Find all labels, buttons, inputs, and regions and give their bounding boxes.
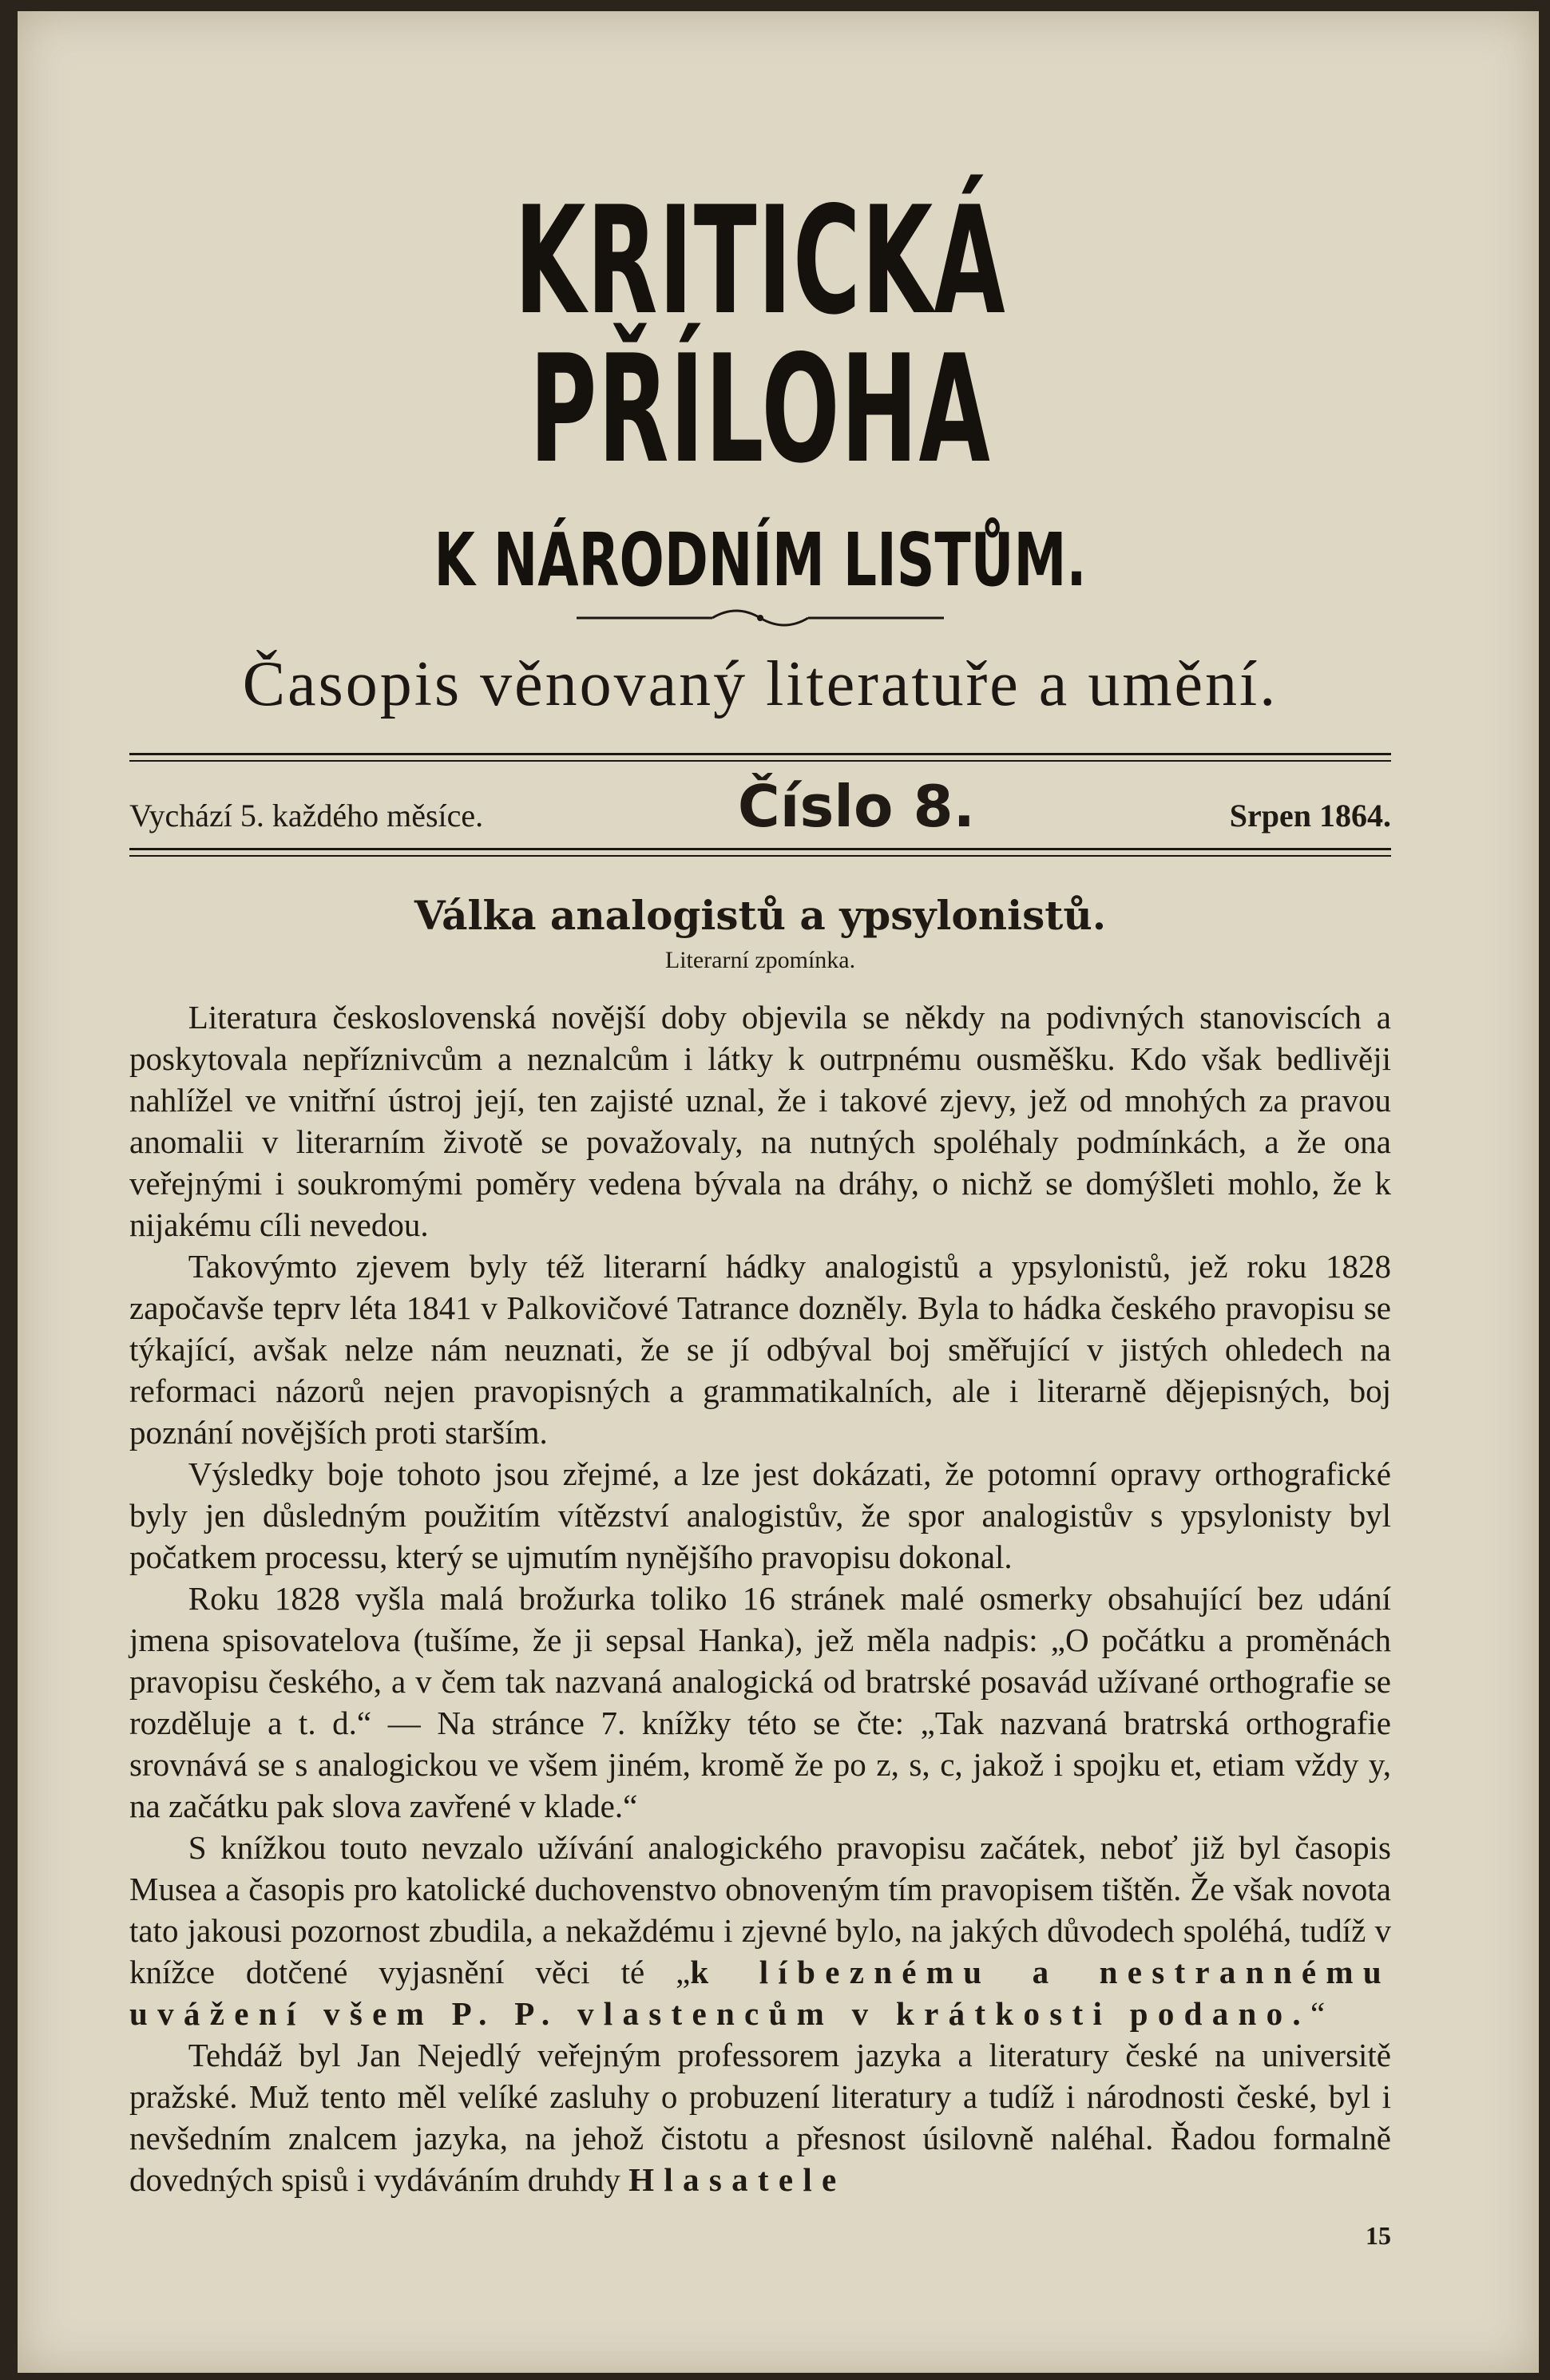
issue-info-bar (129, 762, 1391, 848)
issue-frequency: Vychází 5. každého měsíce. (129, 798, 484, 834)
masthead-subtitle: K NÁRODNÍM LISTŮM. (434, 517, 1087, 603)
article-paragraph: Výsledky boje tohoto jsou zřejmé, a lze jest dokázati, že potomní opravy orthografické byly jen důsledným použitím vítězství analogistův, že spor analogistův s ypsylonisty byl počatkem processu, který se ujmutím nynějšího pravopisu dokonal. (129, 1455, 1391, 1575)
issue-number: Číslo 8. (737, 773, 975, 840)
newspaper-page (18, 11, 1539, 2373)
divider (129, 848, 1391, 850)
page-content (129, 174, 1391, 2251)
article-subtitle: Literarní zpomínka. (664, 947, 856, 973)
paragraph-text: Tehdáž byl Jan Nejedlý veřejným professorem jazyka a literatury české na universitě pražské. Muž tento měl velíké zasluhy o probuzení literatury a tudíž i národnosti české, byl i nevšedním znalcem jazyka, na jehož čistotu a přesnost úsilovně naléhal. Řadou formalně dovedných spisů i vydáváním druhdy (129, 2037, 1391, 2198)
article-paragraph (129, 1827, 1391, 2034)
article-paragraph (129, 2034, 1391, 2200)
article-paragraph: Literatura československá novější doby objevila se někdy na podivných stanoviscích a poskytovala nepříznivcům a neznalcům i látky k outrpnému ousměšku. Kdo však bedlivěji nahlížel ve vnitřní ústroj její, ten zajisté uznal, že i takové zjevy, jež od mnohých za pravou anomalii v literarním životě se považovaly, na nutných spoléhaly podmínkách, a že ona veřejnými i soukromými poměry vedena bývala na dráhy, o nichž se domýšleti mohlo, že k nijakému cíli nevedou. (129, 999, 1391, 1243)
divider (129, 855, 1391, 857)
masthead-tagline: Časopis věnovaný literatuře a umění. (242, 649, 1278, 719)
divider (129, 753, 1391, 755)
article-paragraph: Roku 1828 vyšla malá brožurka toliko 16 stránek malé osmerky obsahující bez udání jmena spisovatelova (tušíme, že ji sepsal Hanka), jež měla nadpis: „O počátku a proměnách pravopisu českého, a v čem tak nazvaná analogická od bratrské posavád užívané orthografie se rozděluje a t. d.“ — Na stránce 7. knížky této se čte: „Tak nazvaná bratrská orthografie srovnává se s analogickou ve všem jiném, kromě že po z, s, c, jakož i spojku et, etiam vždy y, na začátku pak slova zavřené v klade.“ (129, 1580, 1391, 1824)
paragraph-text: S knížkou touto nevzalo užívání analogického pravopisu začátek, neboť již byl časopis Musea a časopis pro katolické duchovenstvo obnoveným tím pravopisem tištěn. Že však novota tato jakousi pozornost zbudila, a nekaždému i zjevné bylo, na jakých důvodech spoléhá, tudíž v knížce dotčené vyjasnění věci té „ (129, 1829, 1391, 1990)
spaced-emphasis: k líbeznému a nestrannému uvážení všem P. P. vlastencům v krátkosti podano. (129, 1954, 1391, 2032)
ornament-flourish-icon (577, 608, 944, 628)
masthead-title: KRITICKÁ PŘÍLOHA (514, 174, 1006, 496)
issue-date: Srpen 1864. (1229, 798, 1391, 834)
article-paragraph: Takovýmto zjevem byly též literarní hádky analogistů a ypsylonistů, jež roku 1828 započavše teprv léta 1841 v Palkovičové Tatrance dozněly. Byla to hádka českého pravopisu se týkající, avšak nelze nám neuznati, že se jí odbýval boj směřující v jistých ohledech na reformaci názorů nejen pravopisných a grammatikalních, ale i literarně dějepisných, boj poznání novějších proti starším. (129, 1248, 1391, 1451)
article-title: Válka analogistů a ypsylonistů. (414, 892, 1107, 939)
spaced-emphasis: Hlasatele (628, 2161, 846, 2198)
paragraph-text: “ (1310, 1995, 1326, 2032)
page-number: 15 (1366, 2221, 1391, 2250)
